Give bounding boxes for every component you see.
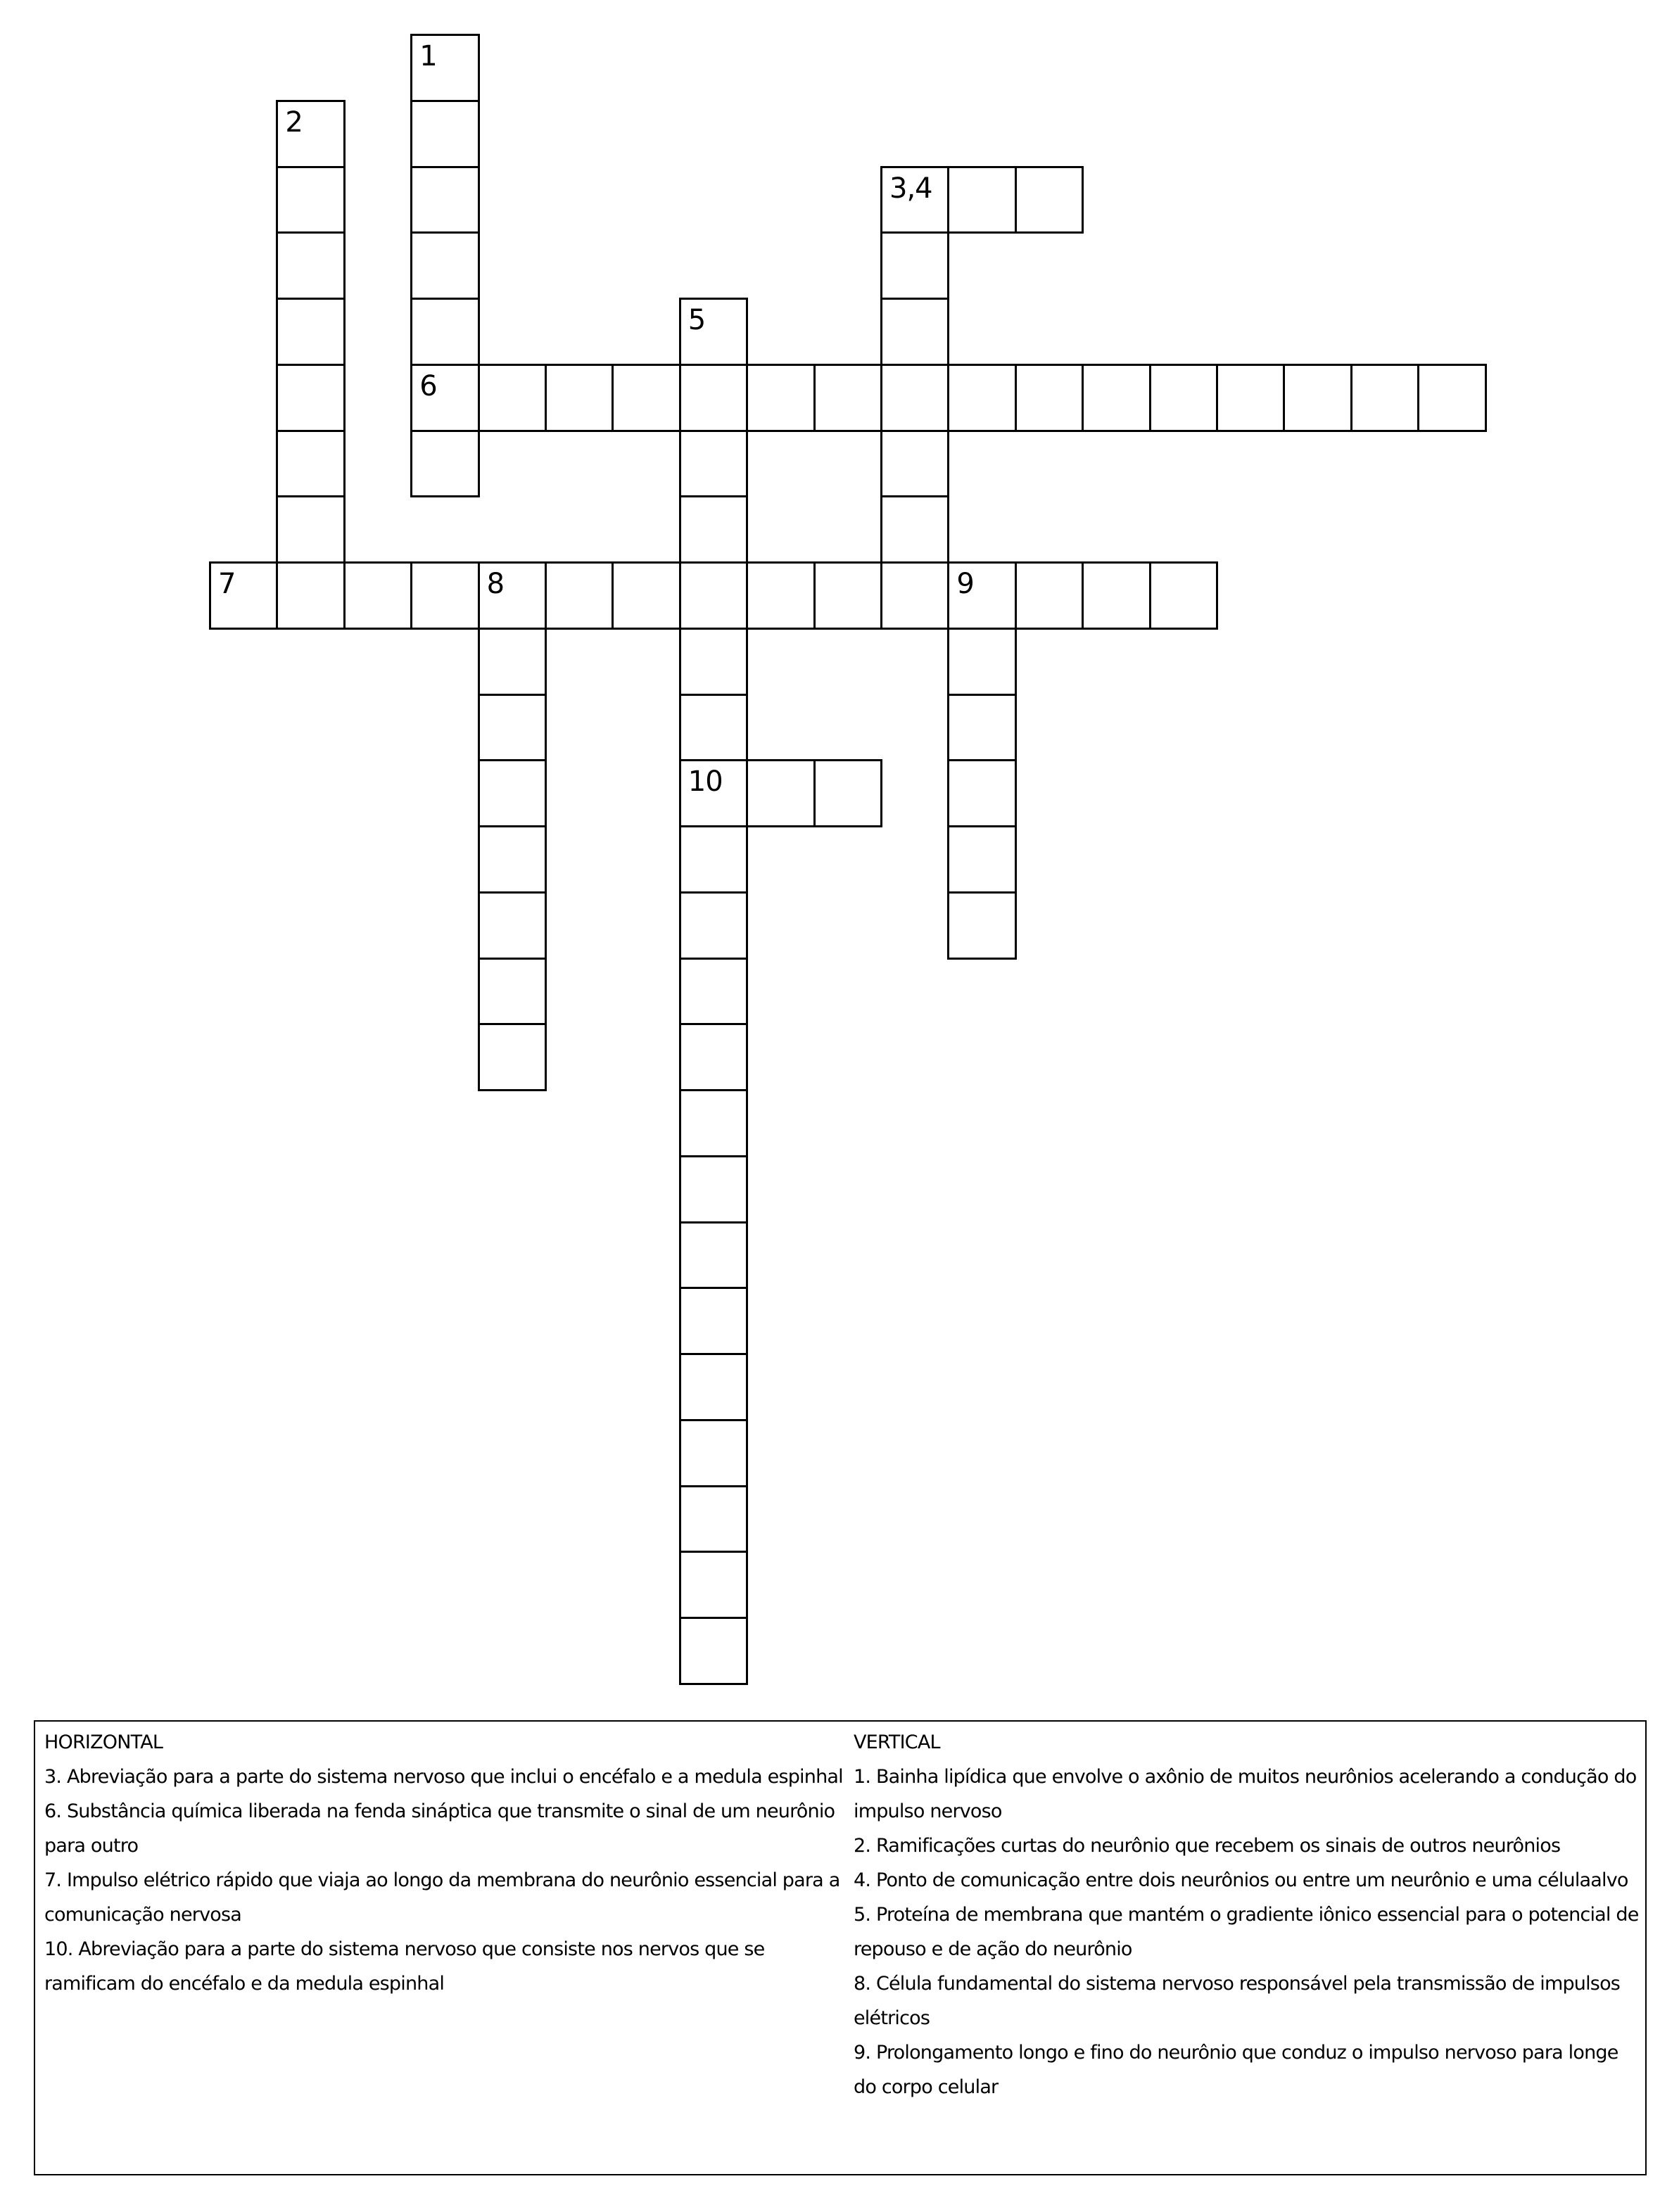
crossword-cell[interactable] xyxy=(746,561,815,630)
crossword-cell[interactable] xyxy=(1216,364,1285,432)
clue-vertical-4: 4. Ponto de comunicação entre dois neurônios ou entre um neurônio e uma célulaalvo xyxy=(854,1869,1628,1891)
crossword-cell[interactable] xyxy=(679,1089,748,1157)
crossword-cell[interactable] xyxy=(947,694,1016,762)
crossword-cell[interactable] xyxy=(1015,166,1084,234)
crossword-cell[interactable] xyxy=(410,231,479,300)
crossword-cell[interactable] xyxy=(679,891,748,960)
crossword-cell[interactable] xyxy=(947,166,1016,234)
crossword-cell[interactable] xyxy=(947,628,1016,696)
clues-panel xyxy=(34,1720,1647,2175)
crossword-cell[interactable] xyxy=(1082,364,1151,432)
clues-vertical-heading: VERTICAL xyxy=(854,1731,940,1753)
clues-horizontal-list xyxy=(44,1760,843,2001)
crossword-cell[interactable] xyxy=(679,1419,748,1487)
crossword-cell[interactable] xyxy=(679,495,748,564)
crossword-cell[interactable] xyxy=(343,561,412,630)
crossword-cell[interactable] xyxy=(276,166,345,234)
crossword-cell[interactable] xyxy=(679,825,748,894)
crossword-cell[interactable] xyxy=(410,166,479,234)
crossword-cell[interactable] xyxy=(1149,364,1218,432)
crossword-cell[interactable] xyxy=(679,1617,748,1685)
crossword-cell[interactable] xyxy=(478,891,547,960)
crossword-cell[interactable] xyxy=(276,231,345,300)
crossword-cell[interactable] xyxy=(947,364,1016,432)
crossword-cell[interactable] xyxy=(746,364,815,432)
crossword-cell[interactable] xyxy=(679,1485,748,1553)
crossword-cell[interactable] xyxy=(880,364,949,432)
clues-vertical-list xyxy=(854,1760,1645,2104)
crossword-cell[interactable] xyxy=(410,430,479,498)
crossword-cell[interactable] xyxy=(1417,364,1486,432)
crossword-cell[interactable] xyxy=(478,1023,547,1091)
clue-horizontal-6: 6. Substância química liberada na fenda sináptica que transmite o sinal de um neurônio para outro xyxy=(44,1800,835,1857)
clue-number-label: 2 xyxy=(285,106,303,139)
crossword-cell[interactable] xyxy=(410,561,479,630)
crossword-cell[interactable] xyxy=(276,561,345,630)
crossword-cell[interactable] xyxy=(276,430,345,498)
crossword-cell[interactable] xyxy=(679,1221,748,1290)
clue-horizontal-10: 10. Abreviação para a parte do sistema nervoso que consiste nos nervos que se ramificam do encéfalo e da medula espinhal xyxy=(44,1938,765,1995)
crossword-cell[interactable] xyxy=(679,958,748,1026)
crossword-cell[interactable] xyxy=(1082,561,1151,630)
crossword-cell[interactable] xyxy=(813,759,882,827)
clue-number-label: 9 xyxy=(956,568,974,600)
crossword-cell[interactable] xyxy=(276,495,345,564)
crossword-cell[interactable] xyxy=(478,759,547,827)
crossword-cell[interactable] xyxy=(478,825,547,894)
crossword-cell[interactable] xyxy=(276,364,345,432)
clue-number-label: 7 xyxy=(218,568,236,600)
clue-number-label: 6 xyxy=(419,369,437,402)
crossword-cell[interactable] xyxy=(1015,364,1084,432)
crossword-cell[interactable] xyxy=(880,231,949,300)
crossword-cell[interactable] xyxy=(478,958,547,1026)
crossword-cell[interactable] xyxy=(410,298,479,366)
clue-horizontal-3: 3. Abreviação para a parte do sistema nervoso que inclui o encéfalo e a medula espinhal xyxy=(44,1766,843,1788)
crossword-cell[interactable] xyxy=(679,364,748,432)
clue-vertical-1: 1. Bainha lipídica que envolve o axônio de muitos neurônios acelerando a condução do impulso nervoso xyxy=(854,1766,1637,1822)
clue-vertical-5: 5. Proteína de membrana que mantém o gradiente iônico essencial para o potencial de repouso e de ação do neurônio xyxy=(854,1904,1639,1960)
crossword-cell[interactable] xyxy=(1283,364,1352,432)
crossword-cell[interactable] xyxy=(410,100,479,168)
clue-vertical-8: 8. Célula fundamental do sistema nervoso responsável pela transmissão de impulsos elétricos xyxy=(854,1973,1621,2029)
crossword-cell[interactable] xyxy=(276,298,345,366)
clue-number-label: 8 xyxy=(486,568,505,600)
crossword-cell[interactable] xyxy=(880,430,949,498)
clue-number-label: 3,4 xyxy=(889,172,932,205)
crossword-cell[interactable] xyxy=(478,628,547,696)
crossword-cell[interactable] xyxy=(612,561,680,630)
crossword-cell[interactable] xyxy=(679,628,748,696)
crossword-cell[interactable] xyxy=(1350,364,1419,432)
crossword-cell[interactable] xyxy=(679,694,748,762)
clues-vertical-section xyxy=(854,1725,1645,2104)
crossword-cell[interactable] xyxy=(880,495,949,564)
crossword-cell[interactable] xyxy=(813,561,882,630)
clue-horizontal-7: 7. Impulso elétrico rápido que viaja ao longo da membrana do neurônio essencial para a comunicação nervosa xyxy=(44,1869,840,1926)
crossword-cell[interactable] xyxy=(679,1155,748,1223)
crossword-cell[interactable] xyxy=(746,759,815,827)
crossword-cell[interactable] xyxy=(679,430,748,498)
clue-vertical-9: 9. Prolongamento longo e fino do neurônio que conduz o impulso nervoso para longe do corpo celular xyxy=(854,2042,1618,2098)
crossword-cell[interactable] xyxy=(679,561,748,630)
crossword-cell[interactable] xyxy=(679,1353,748,1421)
clue-vertical-2: 2. Ramificações curtas do neurônio que recebem os sinais de outros neurônios xyxy=(854,1835,1561,1857)
crossword-cell[interactable] xyxy=(947,891,1016,960)
crossword-cell[interactable] xyxy=(545,561,614,630)
crossword-cell[interactable] xyxy=(947,759,1016,827)
crossword-cell[interactable] xyxy=(612,364,680,432)
crossword-cell[interactable] xyxy=(679,1023,748,1091)
crossword-cell[interactable] xyxy=(478,364,547,432)
crossword-cell[interactable] xyxy=(679,1551,748,1619)
crossword-cell[interactable] xyxy=(679,1287,748,1355)
clues-horizontal-section xyxy=(44,1725,843,2001)
crossword-cell[interactable] xyxy=(478,694,547,762)
crossword-cell[interactable] xyxy=(947,825,1016,894)
crossword-cell[interactable] xyxy=(1149,561,1218,630)
crossword-cell[interactable] xyxy=(545,364,614,432)
crossword-cell[interactable] xyxy=(813,364,882,432)
clue-number-label: 10 xyxy=(688,765,723,799)
clue-number-label: 1 xyxy=(419,40,437,72)
clues-horizontal-heading: HORIZONTAL xyxy=(44,1731,163,1753)
crossword-cell[interactable] xyxy=(880,298,949,366)
clue-number-label: 5 xyxy=(688,304,706,336)
crossword-cell[interactable] xyxy=(880,561,949,630)
crossword-cell[interactable] xyxy=(1015,561,1084,630)
